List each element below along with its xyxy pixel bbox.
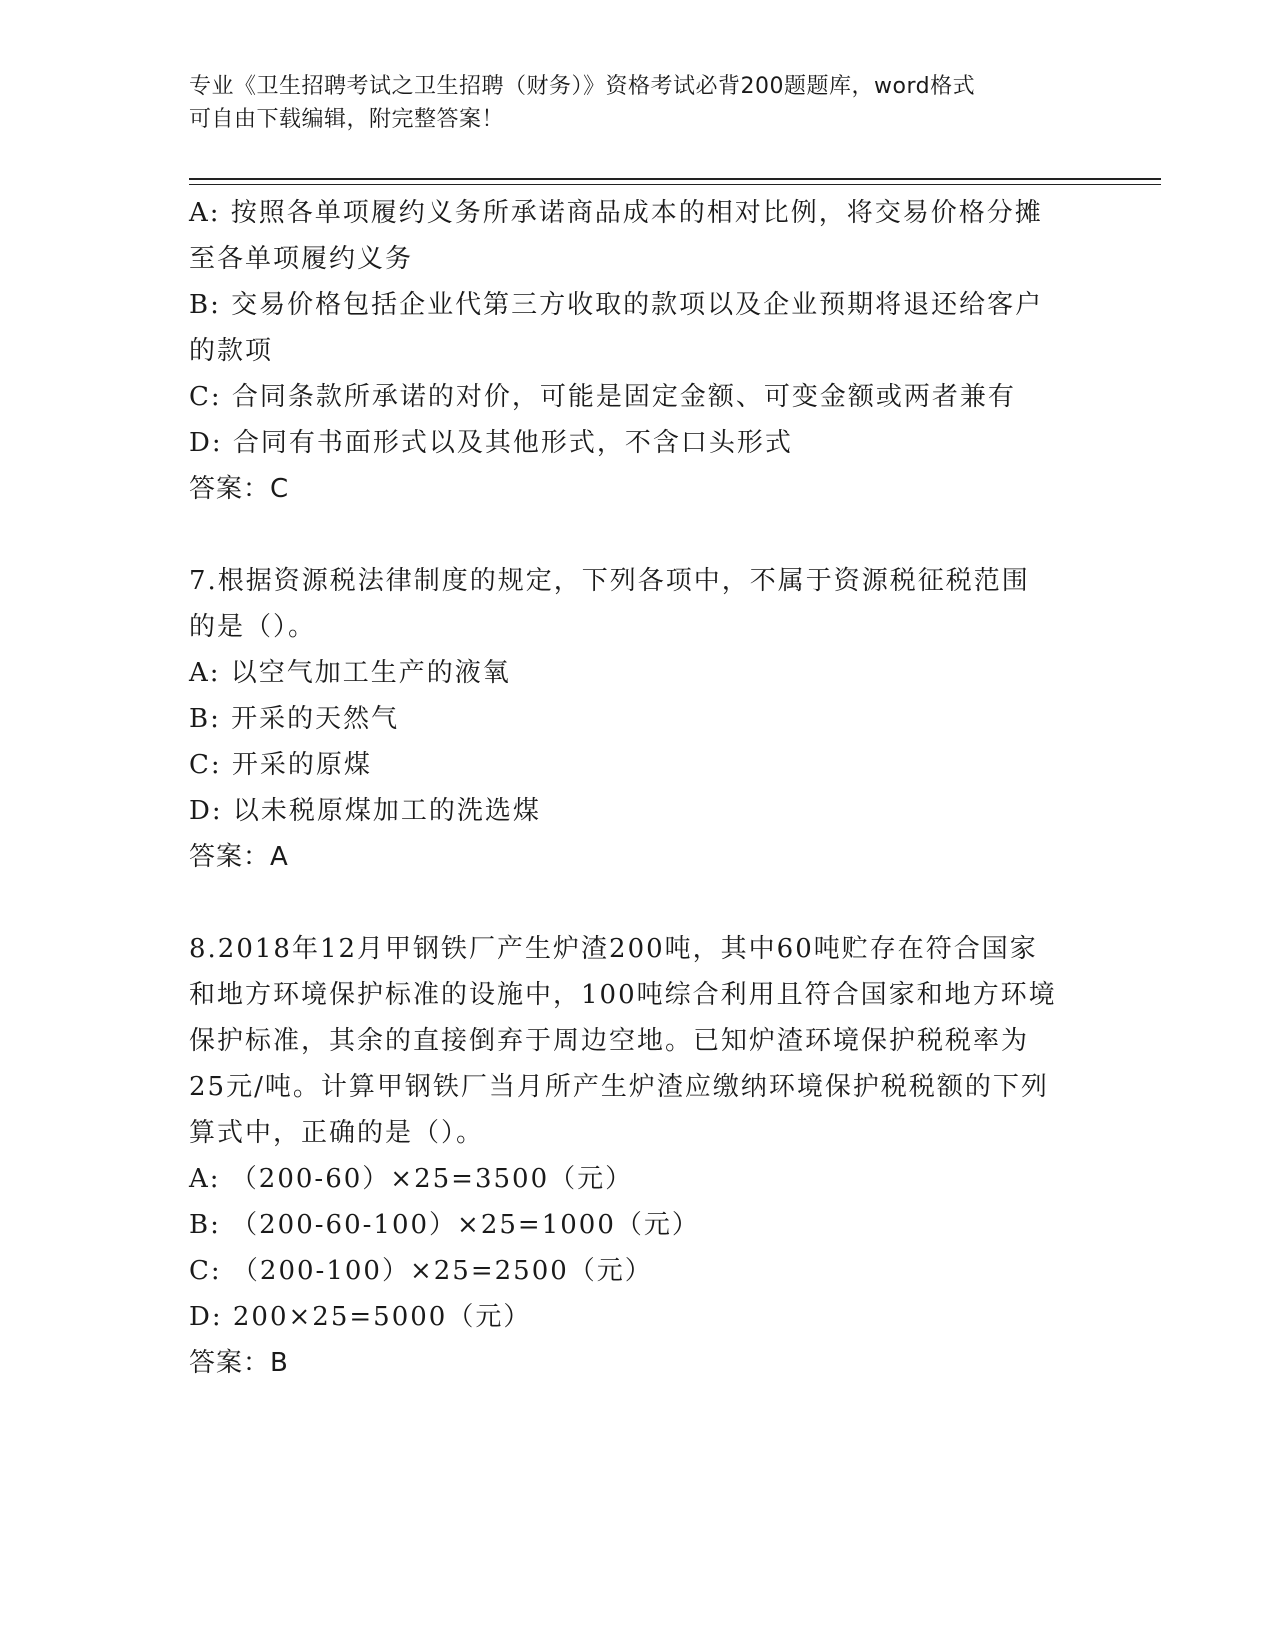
q7-stem-line-2: 的是（）。 [189, 612, 317, 642]
q6-option-d: D: 合同有书面形式以及其他形式，不含口头形式 [189, 428, 793, 458]
q8-answer: 答案：B [189, 1348, 289, 1378]
q8-stem-line-3: 保护标准，其余的直接倒弃于周边空地。已知炉渣环境保护税税率为 [189, 1026, 1030, 1056]
header-title-line-1: 专业《卫生招聘考试之卫生招聘（财务）》资格考试必背200题题库，word格式 [189, 74, 976, 99]
header-divider-thin [189, 184, 1161, 185]
question-6-block [189, 190, 1089, 512]
q7-option-c: C: 开采的原煤 [189, 750, 372, 780]
spacer [189, 512, 1089, 558]
q7-answer: 答案：A [189, 842, 289, 872]
q8-option-c: C: （200-100）×25=2500（元） [189, 1256, 653, 1286]
q6-option-a-line-2: 至各单项履约义务 [189, 244, 414, 274]
q6-answer: 答案：C [189, 474, 290, 504]
q7-option-a: A: 以空气加工生产的液氧 [189, 658, 511, 688]
q6-option-b-line-1: B: 交易价格包括企业代第三方收取的款项以及企业预期将退还给客户 [189, 290, 1044, 320]
q7-stem-line-1: 7.根据资源税法律制度的规定，下列各项中，不属于资源税征税范围 [189, 566, 1030, 596]
q8-stem-line-4: 25元/吨。计算甲钢铁厂当月所产生炉渣应缴纳环境保护税税额的下列 [189, 1072, 1049, 1102]
header-divider-thick [189, 178, 1161, 180]
q6-option-b-line-2: 的款项 [189, 336, 274, 366]
q8-stem-line-5: 算式中，正确的是（）。 [189, 1118, 485, 1148]
q8-stem-line-1: 8.2018年12月甲钢铁厂产生炉渣200吨，其中60吨贮存在符合国家 [189, 934, 1038, 964]
question-7-block [189, 558, 1089, 880]
header-title-line-2: 可自由下载编辑，附完整答案！ [189, 107, 505, 132]
q6-option-a-line-1: A: 按照各单项履约义务所承诺商品成本的相对比例，将交易价格分摊 [189, 198, 1043, 228]
question-8-block [189, 926, 1089, 1386]
q7-option-b: B: 开采的天然气 [189, 704, 400, 734]
q8-option-b: B: （200-60-100）×25=1000（元） [189, 1210, 700, 1240]
q8-stem-line-2: 和地方环境保护标准的设施中，100吨综合利用且符合国家和地方环境 [189, 980, 1057, 1010]
q8-option-d: D: 200×25=5000（元） [189, 1302, 532, 1332]
q8-option-a: A: （200-60）×25=3500（元） [189, 1164, 634, 1194]
question-content [189, 190, 1089, 1386]
q7-option-d: D: 以未税原煤加工的洗选煤 [189, 796, 541, 826]
spacer [189, 880, 1089, 926]
document-header [189, 70, 1089, 136]
q6-option-c: C: 合同条款所承诺的对价，可能是固定金额、可变金额或两者兼有 [189, 382, 1016, 412]
